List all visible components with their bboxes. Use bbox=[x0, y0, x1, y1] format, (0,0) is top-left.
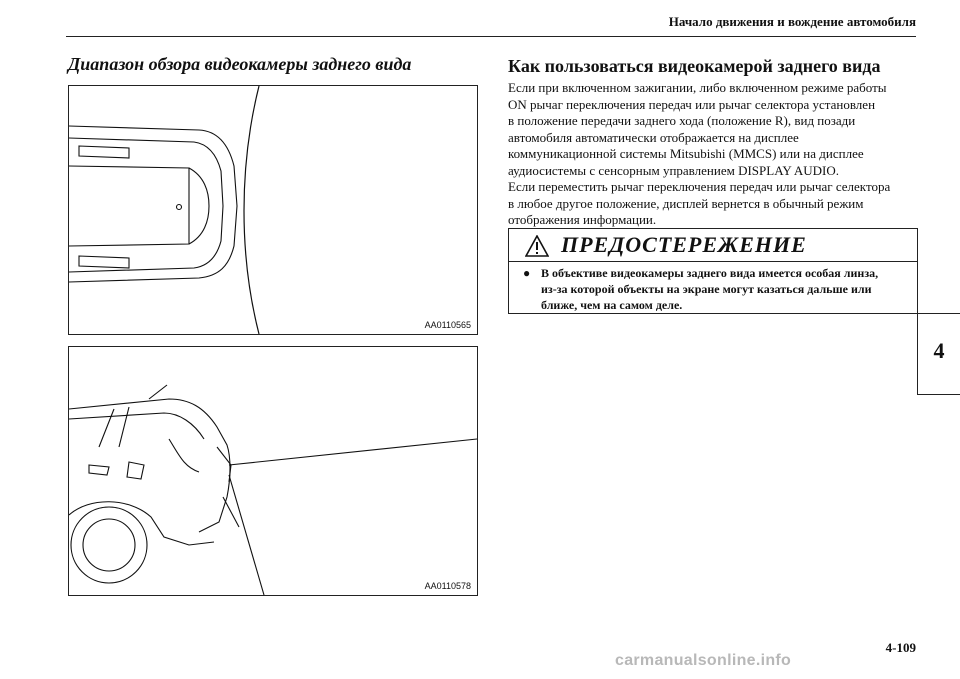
paragraph-line: Если при включенном зажигании, либо включенном режиме работы bbox=[508, 80, 887, 95]
paragraph-line: ON рычаг переключения передач или рычаг селектора установлен bbox=[508, 96, 876, 112]
warning-line: В объективе видеокамеры заднего вида имеется особая линза, bbox=[541, 266, 879, 280]
paragraph-line: аудиосистемы с сенсорным управлением DISPLAY AUDIO. bbox=[508, 162, 839, 178]
warning-title: ПРЕДОСТЕРЕЖЕНИЕ bbox=[561, 232, 807, 257]
paragraph-line: автомобиля автоматически отображается на дисплее bbox=[508, 129, 799, 145]
warning-line: из-за которой объекты на экране могут казаться дальше или bbox=[541, 282, 872, 296]
running-header: Начало движения и вождение автомобиля bbox=[668, 14, 916, 29]
warning-header bbox=[509, 229, 917, 262]
figure-code: AA0110565 bbox=[424, 320, 471, 330]
paragraph-line: Если переместить рычаг переключения передач или рычаг селектора bbox=[508, 179, 891, 194]
warning-box bbox=[508, 228, 918, 314]
figure-side-view bbox=[68, 346, 478, 596]
paragraph-line: в положение передачи заднего хода (положение R), вид позади bbox=[508, 113, 856, 128]
warning-item bbox=[523, 265, 908, 313]
section-heading-how-to-use: Как пользоваться видеокамерой заднего вида bbox=[508, 56, 881, 76]
figure-top-view bbox=[68, 85, 478, 335]
watermark: carmanualsonline.info bbox=[615, 652, 792, 669]
warning-triangle-icon bbox=[525, 235, 549, 257]
instruction-text bbox=[508, 80, 918, 229]
figure-code: AA0110578 bbox=[424, 581, 471, 591]
car-side-view-illustration bbox=[69, 347, 477, 595]
paragraph-line: коммуникационной системы Mitsubishi (MMCS) или на дисплее bbox=[508, 146, 864, 161]
chapter-tab bbox=[917, 313, 960, 395]
paragraph-line: в любое другое положение, дисплей вернется в обычный режим bbox=[508, 195, 864, 211]
car-top-view-illustration bbox=[69, 86, 477, 334]
header-rule bbox=[66, 36, 916, 37]
paragraph-line: отображения информации. bbox=[508, 212, 657, 227]
bullet-icon: ● bbox=[523, 266, 531, 280]
section-heading-camera-range: Диапазон обзора видеокамеры заднего вида bbox=[68, 54, 412, 74]
chapter-number: 4 bbox=[933, 338, 945, 363]
page-number: 4-109 bbox=[885, 640, 916, 655]
warning-line: ближе, чем на самом деле. bbox=[541, 298, 683, 312]
